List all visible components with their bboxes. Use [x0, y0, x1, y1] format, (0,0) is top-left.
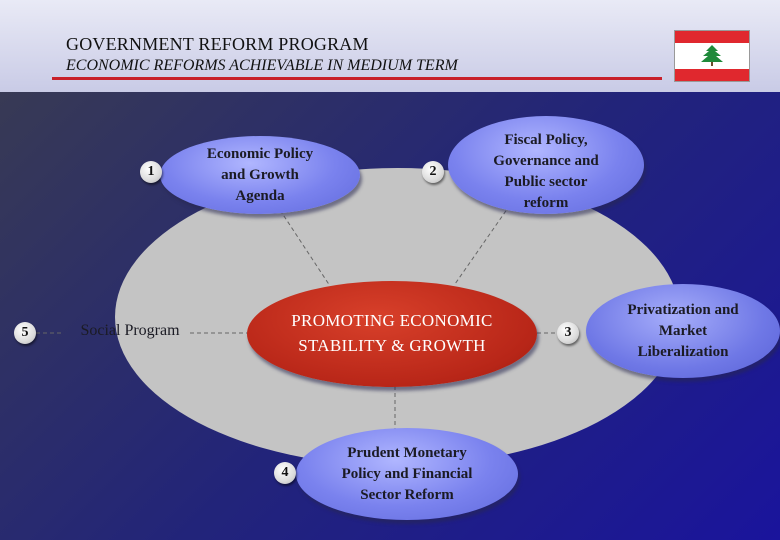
node-2-line-4: reform [523, 195, 569, 211]
node-2-line-1: Fiscal Policy, [504, 132, 588, 148]
node-4-number-badge: 4 [274, 462, 296, 484]
node-5-number-badge: 5 [14, 322, 36, 344]
node-1-line-3: Agenda [235, 187, 285, 204]
node-fiscal-policy [448, 116, 644, 214]
node-3-line-2: Market [658, 322, 708, 339]
connector-2-center [455, 205, 510, 284]
page-title: GOVERNMENT REFORM PROGRAM [66, 34, 369, 54]
node-1-number-badge: 1 [140, 161, 162, 183]
node-4-line-2: Policy and Financial [341, 465, 473, 482]
node-social-program: Social Program [80, 322, 180, 339]
node-3-number-badge: 3 [557, 322, 579, 344]
center-goal [247, 281, 537, 387]
page-subtitle: ECONOMIC REFORMS ACHIEVABLE IN MEDIUM TERM [66, 57, 458, 74]
node-4-line-3: Sector Reform [360, 486, 454, 503]
node-4-line-1: Prudent Monetary [347, 444, 467, 461]
node-1-line-1: Economic Policy [206, 145, 314, 162]
node-3-line-3: Liberalization [637, 343, 729, 360]
node-privatization [586, 284, 780, 378]
node-2-line-2: Governance and [493, 153, 599, 169]
connector-1-center [280, 210, 330, 286]
node-2-number-badge: 2 [422, 161, 444, 183]
center-line-2: STABILITY & GROWTH [298, 336, 486, 355]
node-3-line-1: Privatization and [627, 301, 739, 318]
node-1-line-2: and Growth [221, 166, 299, 183]
node-monetary-policy [296, 428, 518, 520]
node-economic-policy [160, 136, 360, 214]
center-line-1: PROMOTING ECONOMIC [291, 311, 493, 331]
node-2-line-3: Public sector [504, 174, 588, 190]
